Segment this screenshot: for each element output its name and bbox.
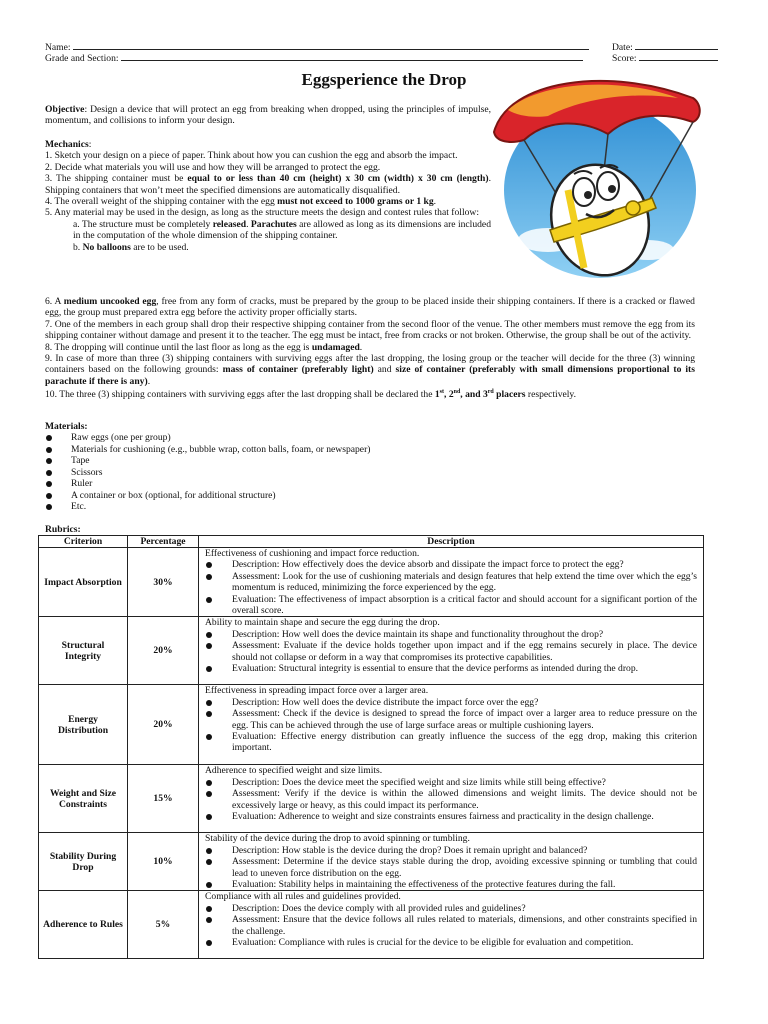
mechanic-6: 6. A medium uncooked egg, free from any form of cracks, must be prepared by the group to be placed inside their shipping containers. If there is a cracked or flawed egg, the group must prepared extra egg before the activity proper officially starts. <box>45 296 695 319</box>
description-cell: Compliance with all rules and guidelines provided. Description: Does the device comply with all provided rules and guidelines? Assessment: Ensure that the device follows all rules related to materials, dimensions, and other constraints specified in the challenge. Evaluation: Compliance with rules is crucial for the device to be eligible for evaluation and competition. <box>199 891 704 959</box>
mechanics-heading: Mechanics <box>45 139 89 150</box>
mechanic-9: 9. In case of more than three (3) shipping containers with surviving eggs after the last dropping, the losing group or the teacher will decide for the three (3) winning containers based on the following grounds: mass of container (preferably light) and size of container (preferably with small dimensions proportional to its parachute if there is any). <box>45 353 695 387</box>
date-blank[interactable] <box>635 40 718 50</box>
mechanic-5b: b. No balloons are to be used. <box>73 241 189 253</box>
egg-pupil-right <box>608 185 616 193</box>
bullet-icon <box>46 447 52 453</box>
mechanic-5: 5. Any material may be used in the design, as long as the structure meets the design and contest rules that follow: <box>45 207 480 219</box>
table-row <box>39 685 704 765</box>
percentage-cell: 20% <box>128 617 199 685</box>
bullet-icon <box>46 504 52 510</box>
description-cell: Effectiveness in spreading impact force over a larger area. Description: How well does the device distribute the impact force over the egg? Assessment: Check if the device is designed to spread the force of impact over a larger area to reduce pressure on the egg. This can be achieved through the use of large surface areas or multiple cushioning layers. Evaluation: Effective energy distribution can greatly influence the success of the egg drop, making this criterion important. <box>199 685 704 765</box>
name-label: Name: <box>45 42 71 53</box>
percentage-cell: 10% <box>128 833 199 891</box>
percentage-cell: 30% <box>128 548 199 617</box>
percentage-cell: 20% <box>128 685 199 765</box>
mechanics-section-bottom <box>45 296 695 401</box>
bullet-icon <box>46 493 52 499</box>
bullet-icon <box>46 458 52 464</box>
score-field[interactable] <box>612 51 718 64</box>
description-cell: Effectiveness of cushioning and impact force reduction. Description: How effectively does the device absorb and dissipate the impact force to protect the egg? Assessment: Look for the use of cushioning materials and design features that help extend the time over which the egg’s momentum is reduced, minimizing the force experienced by the egg. Evaluation: The effectiveness of impact absorption is a critical factor and should account for a significant portion of the overall score. <box>199 548 704 617</box>
table-row <box>39 833 704 891</box>
rubrics-table <box>38 535 704 959</box>
criterion-cell: Structural Integrity <box>39 617 128 685</box>
objective-paragraph <box>45 104 491 127</box>
date-label: Date: <box>612 42 633 53</box>
mechanic-7: 7. One of the members in each group shall drop their respective shipping container from the second floor of the venue. The other members must remove the egg from its shipping container without damage and present it to the teacher. The egg must be intact, free from cracks or not broken. Otherwise, the group shall be out of the activity. <box>45 318 695 342</box>
egg-parachute-illustration <box>488 70 708 285</box>
criterion-cell: Stability During Drop <box>39 833 128 891</box>
mechanic-4: 4. The overall weight of the shipping container with the egg must not exceed to 1000 grams or 1 kg. <box>45 196 437 208</box>
table-row <box>39 617 704 685</box>
bullet-icon <box>46 481 52 487</box>
mechanic-5a: a. The structure must be completely released. Parachutes are allowed as long as its dimensions are included in the computation of the whole dimension of the shipping container. <box>73 218 491 242</box>
objective-label: Objective <box>45 104 85 115</box>
egg-eye-right <box>597 172 619 200</box>
rubrics-heading: Rubrics: <box>45 524 81 535</box>
name-blank[interactable] <box>73 40 589 50</box>
col-description: Description <box>199 536 704 548</box>
page-title: Eggsperience the Drop <box>301 70 467 89</box>
mechanic-10: 10. The three (3) shipping containers with surviving eggs after the last dropping shall be declared the 1st, 2nd, and 3rd placers respectively. <box>45 389 577 401</box>
col-percentage: Percentage <box>128 536 199 548</box>
table-header-row <box>39 536 704 548</box>
grade-label: Grade and Section: <box>45 53 119 64</box>
bullet-icon <box>46 470 52 476</box>
col-criterion: Criterion <box>39 536 128 548</box>
table-row <box>39 891 704 959</box>
materials-heading: Materials: <box>45 421 88 432</box>
criterion-cell: Energy Distribution <box>39 685 128 765</box>
mechanic-8: 8. The dropping will continue until the last floor as long as the egg is undamaged. <box>45 341 363 353</box>
percentage-cell: 5% <box>128 891 199 959</box>
grade-blank[interactable] <box>121 51 583 61</box>
harness-buckle <box>626 201 640 215</box>
criterion-cell: Adherence to Rules <box>39 891 128 959</box>
table-row <box>39 765 704 833</box>
mechanics-section-top: Mechanics: 1. Sketch your design on a piece of paper. Think about how you can cushion the egg and absorb the impact. 2. Decide what materials you will use and how they will be arranged to protect the egg. 3. The shipping container must be equal to or less than 40 cm (height) x 30 cm (width) x 30 cm (length). Shipping containers that won’t meet the specified dimensions are automatically disqualified. 4. The overall weight of the shipping container with the egg must not exceed to 1000 grams or 1 kg. 5. Any material may be used in the design, as long as the structure meets the design and contest rules that follow: a. The structure must be completely released. Parachutes are allowed as long as its dimensions are included in the computation of the whole dimension of the shipping container. b. No balloons are to be used. <box>45 139 491 253</box>
egg-pupil-left <box>584 191 592 199</box>
criterion-cell: Impact Absorption <box>39 548 128 617</box>
bullet-icon <box>46 435 52 441</box>
description-cell: Stability of the device during the drop to avoid spinning or tumbling. Description: How stable is the device during the drop? Does it remain upright and balanced? Assessment: Determine if the device stays stable during the drop, avoiding excessive spinning or tumbling that could lead to uneven force distribution on the egg. Evaluation: Stability helps in maintaining the effectiveness of the protective features during the fall. <box>199 833 704 891</box>
criterion-cell: Weight and Size Constraints <box>39 765 128 833</box>
description-cell: Ability to maintain shape and secure the egg during the drop. Description: How well does the device maintain its shape and functionality throughout the drop? Assessment: Evaluate if the device holds together upon impact and if the egg remains securely in place. The device should not collapse or deform in a way that compromises its protective capabilities. Evaluation: Structural integrity is essential to ensure that the device performs as intended during the drop. <box>199 617 704 685</box>
description-cell: Adherence to specified weight and size limits. Description: Does the device meet the specified weight and size limits while still being effective? Assessment: Verify if the device is within the allowed dimensions and weight limits. The device should not be excessively large or heavy, as this could impact its performance. Evaluation: Adherence to weight and size constraints ensures fairness and practicality in the design challenge. <box>199 765 704 833</box>
egg-eye-left <box>573 178 595 206</box>
objective-text: : Design a device that will protect an egg from breaking when dropped, using the principles of impulse, momentum, and collisions to inform your design. <box>45 104 491 127</box>
table-row <box>39 548 704 617</box>
percentage-cell: 15% <box>128 765 199 833</box>
score-label: Score: <box>612 53 637 64</box>
mechanic-2: 2. Decide what materials you will use and how they will be arranged to protect the egg. <box>45 161 381 173</box>
mechanic-1: 1. Sketch your design on a piece of paper. Think about how you can cushion the egg and absorb the impact. <box>45 150 458 162</box>
score-blank[interactable] <box>639 51 718 61</box>
grade-field[interactable] <box>45 51 583 64</box>
mechanic-3: 3. The shipping container must be equal to or less than 40 cm (height) x 30 cm (width) x 30 cm (length). Shipping containers that won’t meet the specified dimensions are automatically disqualified. <box>45 173 491 196</box>
